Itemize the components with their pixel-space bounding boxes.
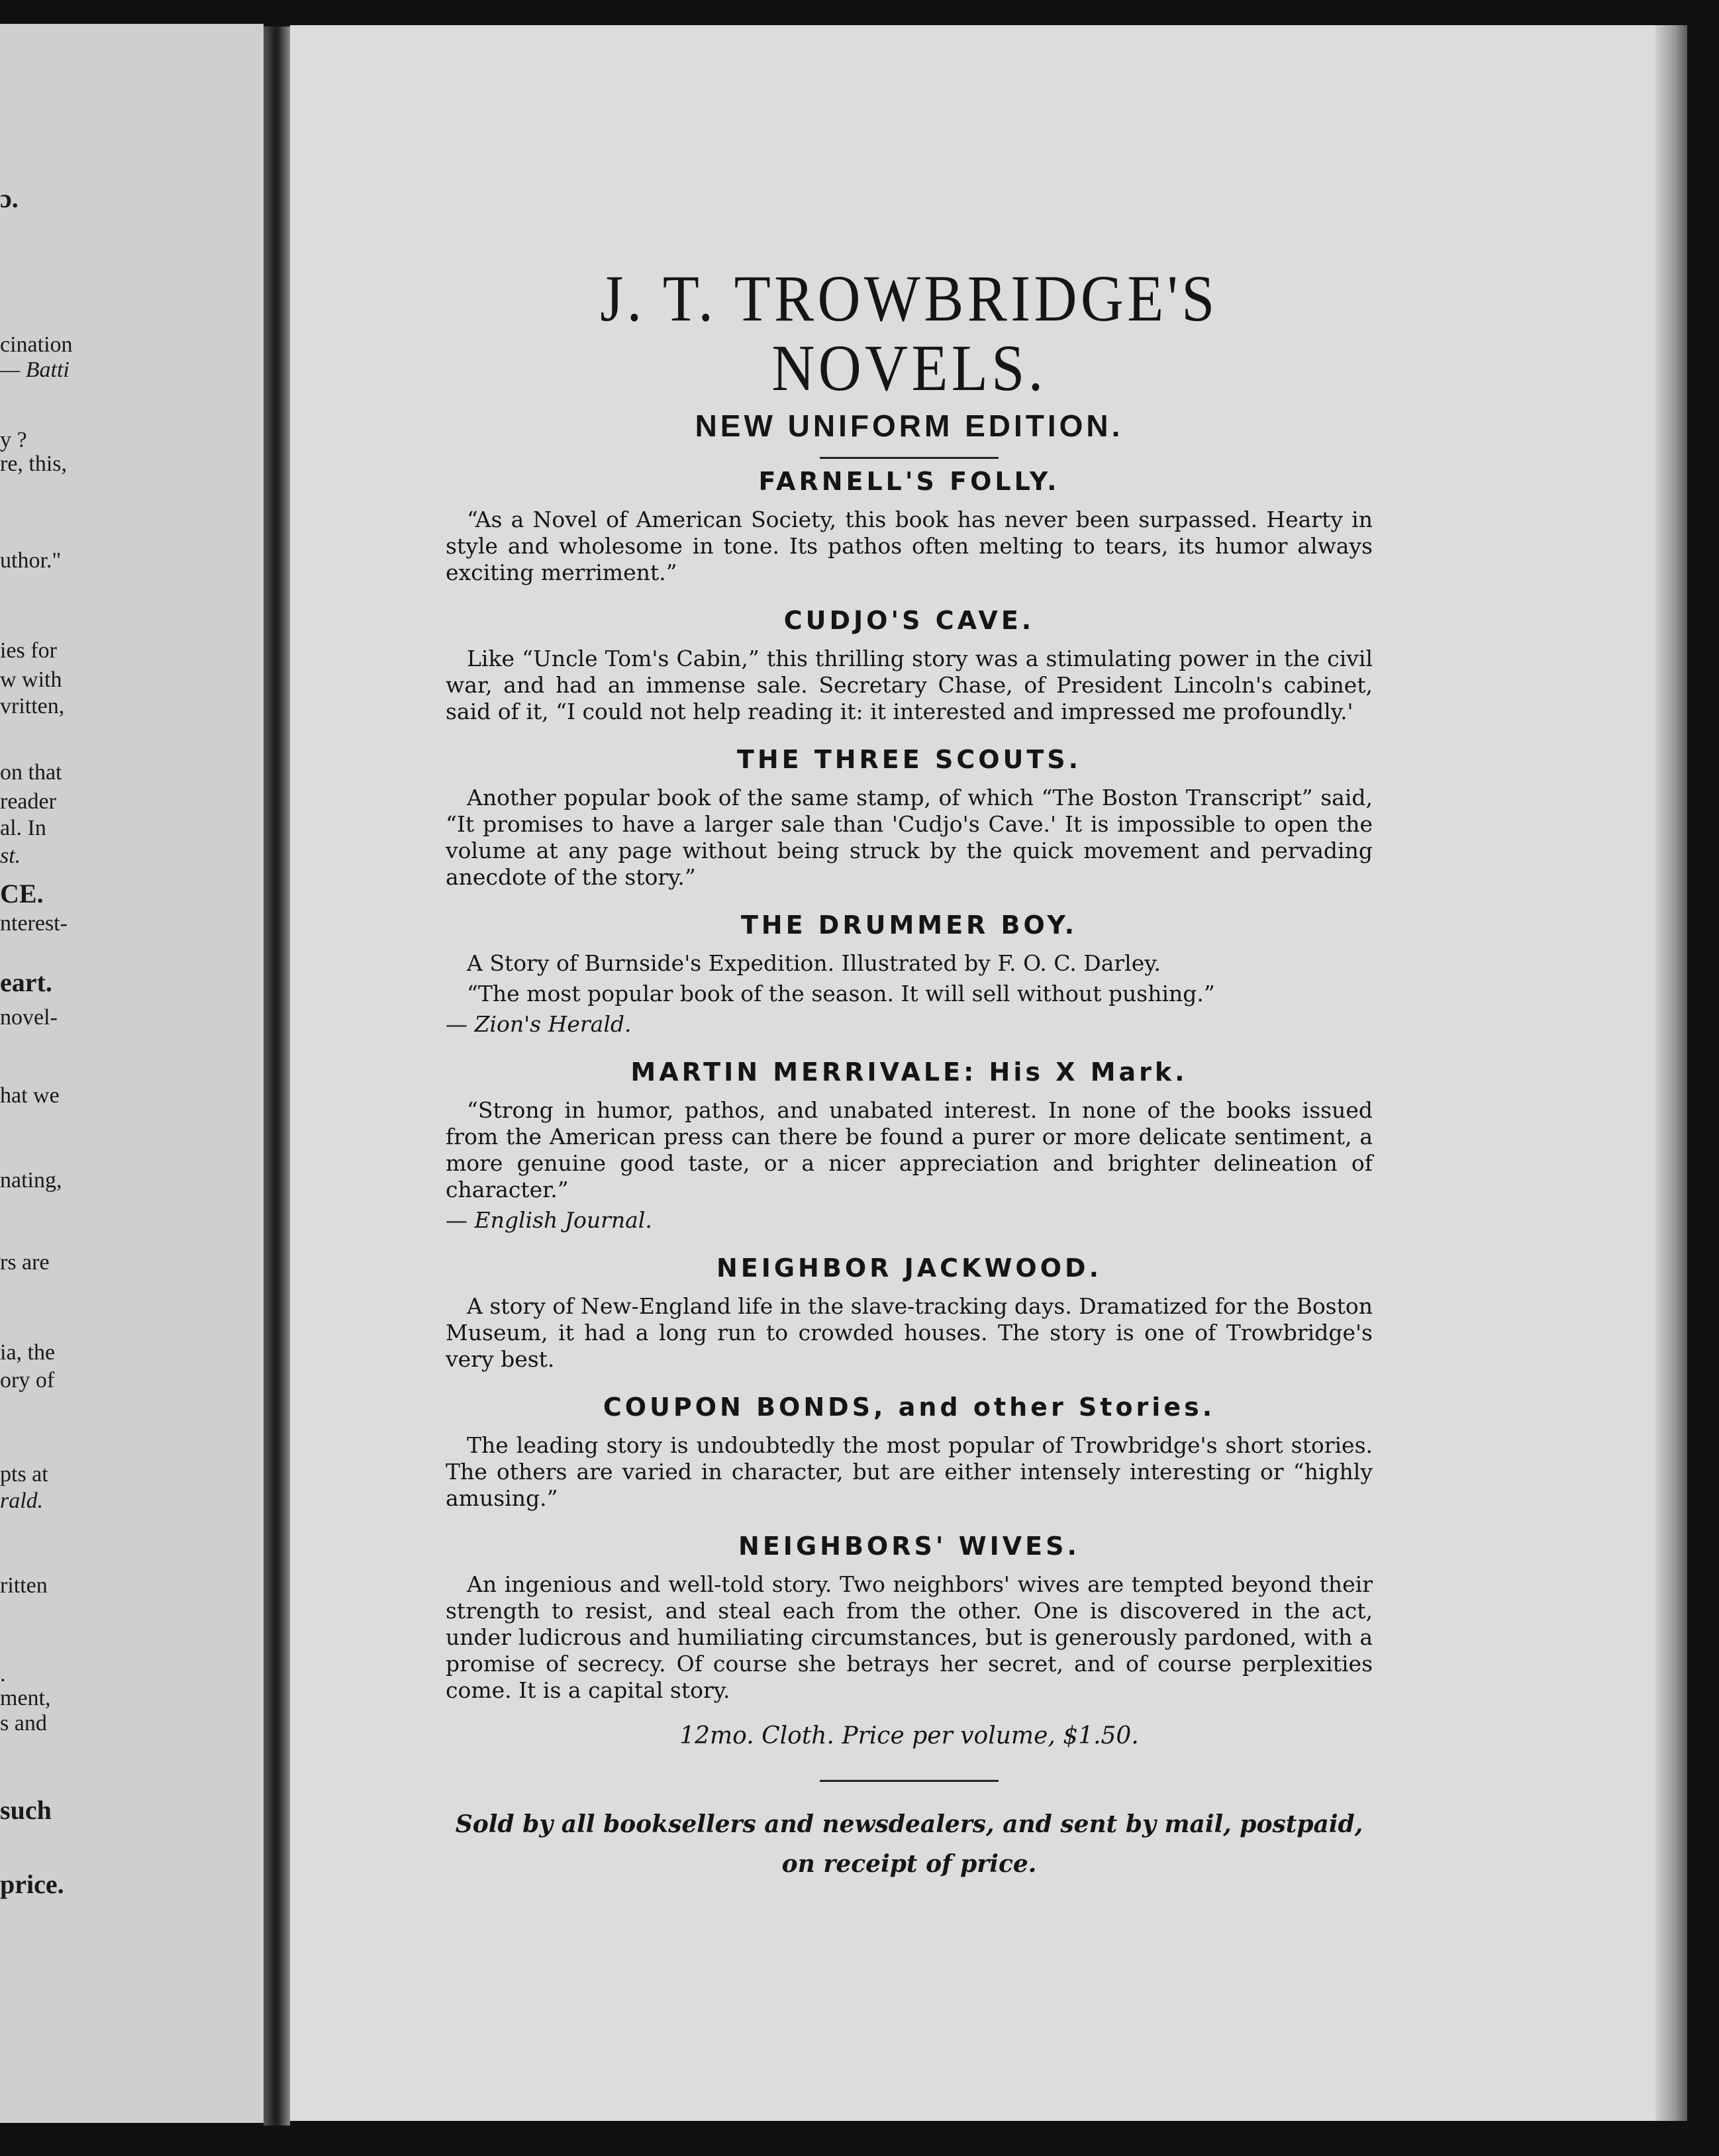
novel-entry-8 xyxy=(446,1532,1373,1704)
novel-description xyxy=(446,950,1373,1038)
description-paragraph: Another popular book of the same stamp, of which “The Boston Transcript” said, “It promises to have a larger sale than 'Cudjo's Cave.' It is impossible to open the volume at any page without being struck by the quick movement and pervading anecdote of the story.” xyxy=(446,785,1373,890)
attribution-line xyxy=(446,1011,1373,1038)
left-page-text-fragment: — Batti xyxy=(0,358,70,382)
novel-description xyxy=(446,646,1373,725)
title-rule xyxy=(820,457,999,459)
page-title: J. T. TROWBRIDGE'S NOVELS. xyxy=(600,262,1218,405)
novel-entry-5 xyxy=(446,1057,1373,1234)
description-paragraph: “Strong in humor, pathos, and unabated interest. In none of the books issued from the American press can there be found a purer or more delicate sentiment, a more genuine good taste, or a nicer appreciation and brighter delineation of character.” xyxy=(446,1097,1373,1202)
novel-description xyxy=(446,1293,1373,1373)
previous-page-fragment xyxy=(0,24,264,2123)
left-page-text-fragment: vritten, xyxy=(0,694,65,718)
left-page-text-fragment: re, this, xyxy=(0,452,68,476)
novel-title: THE THREE SCOUTS. xyxy=(736,745,1082,774)
novel-title: NEIGHBORS' WIVES. xyxy=(738,1532,1080,1561)
page-content xyxy=(446,264,1373,1884)
left-page-text-fragment: ment, xyxy=(0,1686,51,1710)
novel-entry-7 xyxy=(446,1393,1373,1512)
bottom-rule xyxy=(820,1780,999,1782)
book-gutter xyxy=(264,26,290,2126)
novel-description xyxy=(446,507,1373,586)
attribution-line xyxy=(446,1207,1373,1234)
left-page-text-fragment: ia, the xyxy=(0,1340,56,1365)
novel-entry-6 xyxy=(446,1253,1373,1373)
left-page-text-fragment: eart. xyxy=(0,967,52,997)
novel-title: FARNELL'S FOLLY. xyxy=(758,467,1060,496)
description-paragraph: An ingenious and well-told story. Two neighbors' wives are tempted beyond their strength to resist, and steal each from the other. One is discovered in the act, under ludicrous and humiliating circumstances, but is generously pardoned, with a promise of secrecy. Of course she betrays her secret, and of course perplexities come. It is a capital story. xyxy=(446,1571,1373,1703)
novel-entry-4 xyxy=(446,910,1373,1038)
left-page-text-fragment: such xyxy=(0,1795,52,1825)
quote-attribution: — Zion's Herald. xyxy=(446,1011,632,1037)
price-line: 12mo. Cloth. Price per volume, $1.50. xyxy=(679,1722,1139,1749)
edition-subtitle: NEW UNIFORM EDITION. xyxy=(695,409,1124,443)
novel-description xyxy=(446,1432,1373,1512)
left-page-text-fragment: on that xyxy=(0,760,62,785)
left-page-text-fragment: . xyxy=(0,1662,6,1687)
left-page-text-fragment: CE. xyxy=(0,879,44,908)
description-paragraph: The leading story is undoubtedly the most popular of Trowbridge's short stories. The others are varied in character, but are either intensely interesting or “highly amusing.” xyxy=(446,1432,1373,1511)
novel-entry-2 xyxy=(446,606,1373,725)
page-edge-shadow xyxy=(1655,25,1687,2121)
left-page-text-fragment: w with xyxy=(0,667,62,692)
novel-entry-1 xyxy=(446,467,1373,586)
left-page-text-fragment: nating, xyxy=(0,1168,62,1193)
advertisement-page xyxy=(290,25,1687,2121)
novel-description xyxy=(446,1097,1373,1234)
footer-line-1: Sold by all booksellers and newsdealers, and sent by mail, postpaid, xyxy=(455,1810,1363,1838)
left-page-text-fragment: uthor." xyxy=(0,548,62,573)
description-paragraph: “As a Novel of American Society, this book has never been surpassed. Hearty in style and wholesome in tone. Its pathos often melting to tears, its humor always exciting merriment.” xyxy=(446,507,1373,585)
description-paragraph: A story of New-England life in the slave-tracking days. Dramatized for the Boston Museum, it had a long run to crowded houses. The story is one of Trowbridge's very best. xyxy=(446,1293,1373,1372)
left-page-text-fragment: rs are xyxy=(0,1250,50,1275)
left-page-text-fragment: reader xyxy=(0,789,56,814)
left-page-text-fragment: y ? xyxy=(0,428,27,452)
left-page-text-fragment: ory of xyxy=(0,1368,55,1393)
novel-list xyxy=(446,467,1373,1704)
novel-title: CUDJO'S CAVE. xyxy=(783,606,1035,635)
quote-attribution: — English Journal. xyxy=(446,1207,652,1233)
description-paragraph: “The most popular book of the season. It will sell without pushing.” xyxy=(467,981,1215,1006)
left-page-text-fragment: st. xyxy=(0,844,21,868)
novel-description xyxy=(446,785,1373,891)
left-page-text-fragment: ritten xyxy=(0,1573,48,1598)
left-page-text-fragment: ies for xyxy=(0,638,57,663)
novel-title: THE DRUMMER BOY. xyxy=(740,910,1078,940)
left-page-text-fragment: ɔ. xyxy=(0,183,19,213)
novel-description xyxy=(446,1571,1373,1704)
description-paragraph: A Story of Burnside's Expedition. Illustrated by F. O. C. Darley. xyxy=(467,950,1161,976)
description-paragraph: Like “Uncle Tom's Cabin,” this thrilling story was a stimulating power in the civil war, and had an immense sale. Secretary Chase, of President Lincoln's cabinet, said of it, “I could not help reading it: it interested and impressed me profoundly.' xyxy=(446,646,1373,724)
left-page-text-fragment: cination xyxy=(0,332,73,357)
left-page-text-fragment: rald. xyxy=(0,1489,44,1513)
left-page-text-fragment: s and xyxy=(0,1711,47,1736)
left-page-text-fragment: al. In xyxy=(0,816,46,840)
novel-title: MARTIN MERRIVALE: His X Mark. xyxy=(630,1057,1188,1087)
footer-line-2: on receipt of price. xyxy=(781,1850,1037,1878)
left-page-text-fragment: price. xyxy=(0,1869,64,1899)
left-page-text-fragment: hat we xyxy=(0,1083,60,1108)
novel-entry-3 xyxy=(446,745,1373,891)
novel-title: COUPON BONDS, and other Stories. xyxy=(603,1393,1216,1422)
left-page-text-fragment: nterest- xyxy=(0,911,68,936)
left-page-text-fragment: novel- xyxy=(0,1005,58,1030)
left-page-text-fragment: pts at xyxy=(0,1462,48,1487)
novel-title: NEIGHBOR JACKWOOD. xyxy=(716,1253,1103,1283)
